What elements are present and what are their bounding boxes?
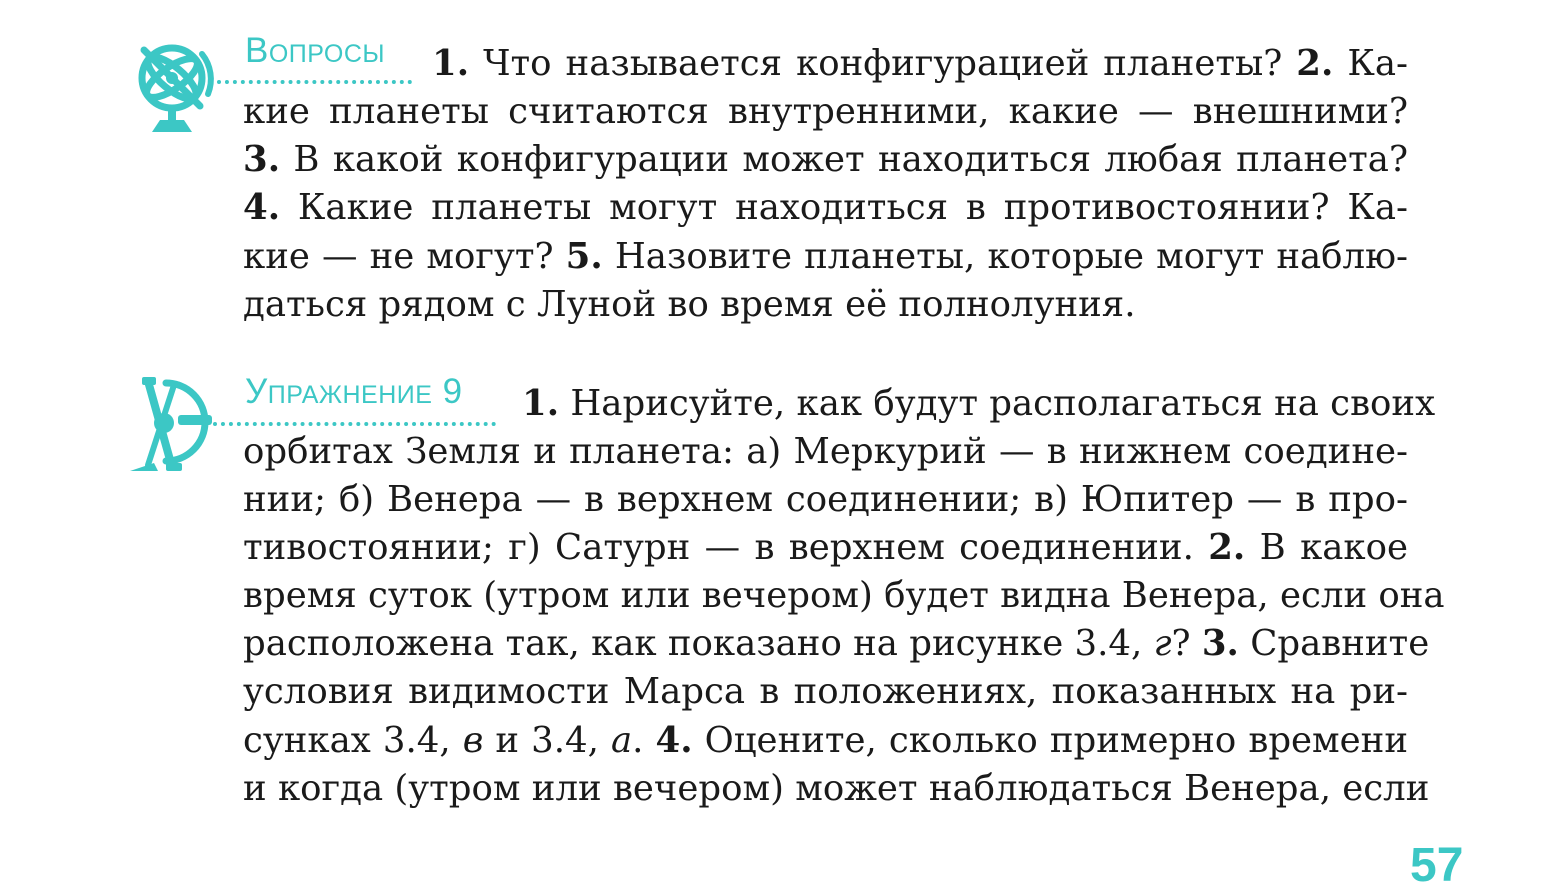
questions-line-3: 3. В какой конфигурации может находиться любая планета? xyxy=(243,139,1408,180)
exercise-number-4: 4. xyxy=(655,720,693,761)
question-number-2: 2. xyxy=(1296,43,1334,84)
exercise-line-1: 1. Нарисуйте, как будут располагаться на своих xyxy=(522,383,1436,424)
armillary-sphere-icon xyxy=(128,34,220,134)
exercise-line-7: условия видимости Марса в положениях, показанных на ри- xyxy=(243,671,1408,712)
questions-title: Вопросы xyxy=(245,31,386,70)
exercise-number-2: 2. xyxy=(1208,527,1246,568)
exercise-line-8: сунках 3.4, в и 3.4, а. 4. Оцените, сколько примерно времени xyxy=(243,720,1408,761)
exercise-title-divider xyxy=(213,422,496,426)
questions-line-5: кие — не могут? 5. Назовите планеты, которые могут наблю- xyxy=(243,236,1409,277)
exercise-line-3: нии; б) Венера — в верхнем соединении; в) Юпитер — в про- xyxy=(243,479,1408,520)
questions-line-4: 4. Какие планеты могут находиться в противостоянии? Ка- xyxy=(243,187,1408,228)
question-number-4: 4. xyxy=(243,187,281,228)
question-number-3: 3. xyxy=(243,139,281,180)
exercise-title: Упражнение 9 xyxy=(245,372,463,411)
figure-ref-g: г xyxy=(1153,623,1172,664)
questions-line-2: кие планеты считаются внутренними, какие — внешними? xyxy=(243,91,1408,132)
questions-line-1: 1. Что называется конфигурацией планеты? 2. Ка- xyxy=(432,43,1408,84)
exercise-line-9: и когда (утром или вечером) может наблюдаться Венера, если xyxy=(243,768,1430,809)
question-number-1: 1. xyxy=(432,43,470,84)
figure-ref-a: а xyxy=(610,720,633,761)
exercise-line-6: расположена так, как показано на рисунке 3.4, г? 3. Сравните xyxy=(243,623,1430,664)
exercise-number-3: 3. xyxy=(1201,623,1239,664)
exercise-line-2: орбитах Земля и планета: а) Меркурий — в нижнем соедине- xyxy=(243,431,1408,472)
exercise-number-1: 1. xyxy=(522,383,560,424)
questions-line-6: даться рядом с Луной во время её полнолуния. xyxy=(243,284,1136,325)
exercise-line-4: тивостоянии; г) Сатурн — в верхнем соединении. 2. В какое xyxy=(243,527,1408,568)
question-number-5: 5. xyxy=(565,236,603,277)
figure-ref-v: в xyxy=(462,720,484,761)
questions-title-divider xyxy=(217,80,412,84)
exercise-line-5: время суток (утром или вечером) будет видна Венера, если она xyxy=(243,575,1445,616)
page-number: 57 xyxy=(1410,839,1464,892)
telescope-sextant-icon xyxy=(126,375,216,475)
